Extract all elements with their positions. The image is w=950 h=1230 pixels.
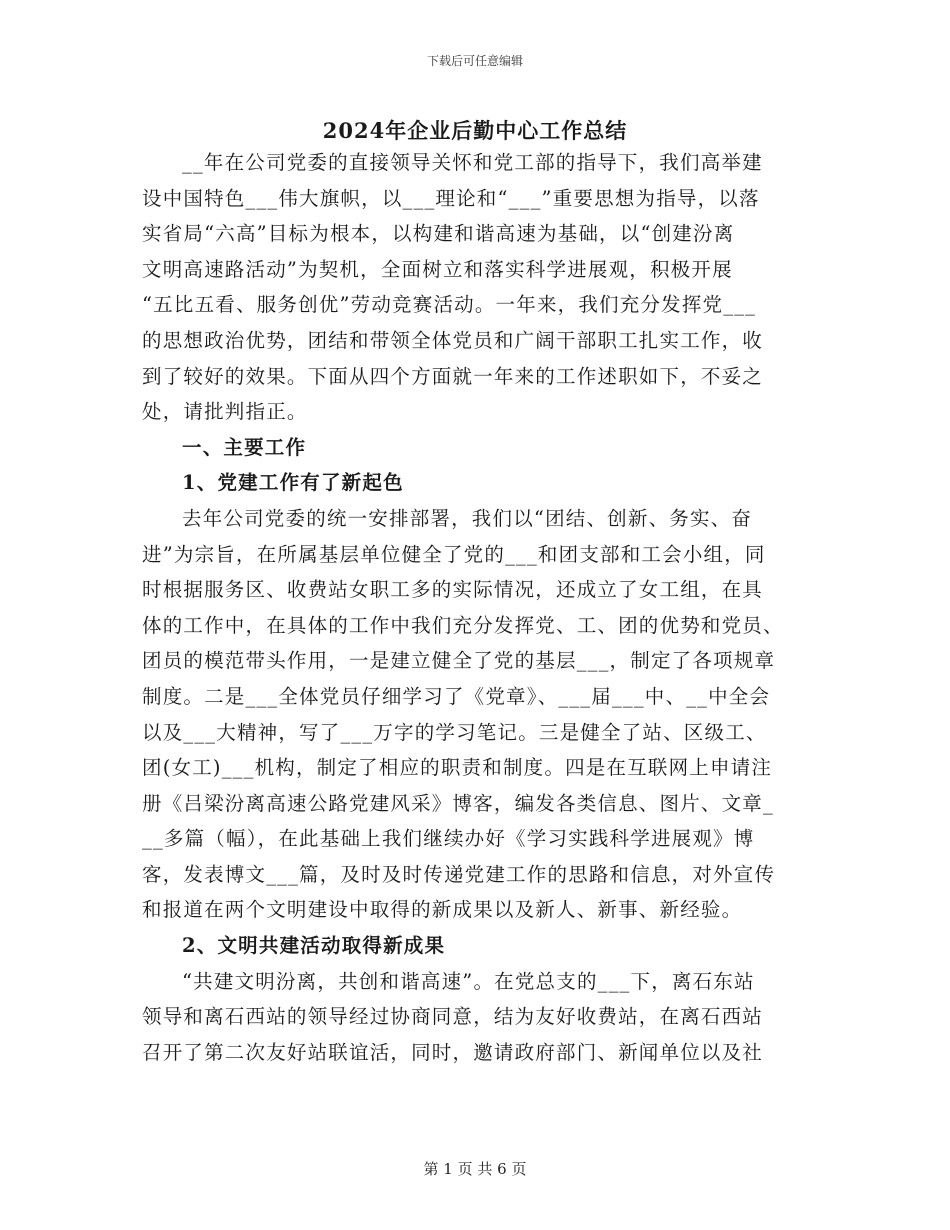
page-number: 第 1 页 共 6 页 — [423, 1160, 527, 1178]
paragraph-line: 的思想政治优势，团结和带领全体党员和广阔干部职工扎实工作，收 — [142, 328, 764, 352]
subsection-heading: 1、党建工作有了新起色 — [182, 471, 404, 495]
paragraph-line: 到了较好的效果。下面从四个方面就一年来的工作述职如下，不妥之 — [142, 364, 764, 388]
paragraph-line: 团(女工)___机构，制定了相应的职责和制度。四是在互联网上申请注 — [142, 756, 773, 780]
paragraph-line: 团员的模范带头作用，一是建立健全了党的基层___，制定了各项规章 — [142, 649, 776, 673]
paragraph-line: 时根据服务区、收费站女职工多的实际情况，还成立了女工组，在具 — [142, 578, 764, 602]
paragraph-line: 和报道在两个文明建设中取得的新成果以及新人、新事、新经验。 — [142, 898, 743, 922]
paragraph-line: 制度。二是___全体党员仔细学习了《党章》、___届___中、__中全会 — [142, 684, 771, 708]
paragraph-line: 领导和离石西站的领导经过协商同意，结为友好收费站，在离石西站 — [142, 1005, 764, 1029]
paragraph-line: 册《吕梁汾离高速公路党建风采》博客，编发各类信息、图片、文章_ — [142, 791, 774, 815]
paragraph-line: 实省局“六高”目标为根本，以构建和谐高速为基础，以“创建汾离 — [142, 222, 735, 246]
paragraph-line: 召开了第二次友好站联谊活，同时，邀请政府部门、新闻单位以及社 — [142, 1040, 764, 1064]
section-heading: 一、主要工作 — [182, 435, 307, 459]
document-title: 2024年企业后勤中心工作总结 — [322, 118, 628, 143]
paragraph-line: __多篇（幅），在此基础上我们继续办好《学习实践科学进展观》博 — [142, 827, 755, 851]
paragraph-line: 进”为宗旨，在所属基层单位健全了党的___和团支部和工会小组，同 — [142, 542, 766, 566]
paragraph-line: __年在公司党委的直接领导关怀和党工部的指导下，我们高举建 — [182, 151, 763, 174]
paragraph-line: 设中国特色___伟大旗帜，以___理论和“___”重要思想为指导，以落 — [142, 186, 760, 210]
paragraph-line: 去年公司党委的统一安排部署，我们以“团结、创新、务实、奋 — [182, 506, 753, 530]
paragraph-line: 文明高速路活动”为契机，全面树立和落实科学进展观，积极开展 — [142, 257, 733, 281]
paragraph-line: “五比五看、服务创优”劳动竞赛活动。一年来，我们充分发挥党___ — [142, 293, 757, 317]
paragraph-line: 处，请批判指正。 — [142, 400, 308, 424]
paragraph-line: 客，发表博文___篇，及时及时传递党建工作的思路和信息，对外宣传 — [142, 862, 776, 886]
paragraph-line: 以及___大精神，写了___万字的学习笔记。三是健全了站、区级工、 — [142, 720, 767, 744]
document-body — [142, 145, 814, 1070]
paragraph-line: “共建文明汾离，共创和谐高速”。在党总支的___下，离石东站 — [182, 969, 755, 993]
paragraph-line: 体的工作中，在具体的工作中我们充分发挥党、工、团的优势和党员、 — [142, 613, 784, 637]
page-header-note: 下载后可任意编辑 — [426, 54, 523, 68]
subsection-heading: 2、文明共建活动取得新成果 — [182, 934, 446, 958]
